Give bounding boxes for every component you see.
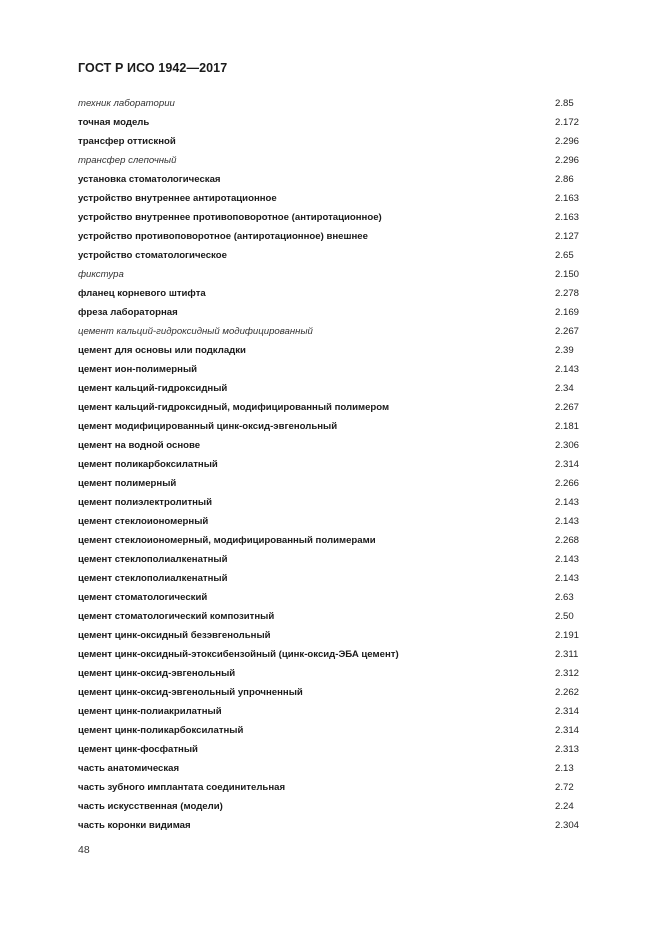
index-entry <box>78 550 583 569</box>
index-reference-number: 2.65 <box>555 250 574 261</box>
index-entry <box>78 512 583 531</box>
index-term: цемент стоматологический <box>78 592 208 603</box>
index-reference-number: 2.172 <box>555 117 580 128</box>
index-entry <box>78 398 583 417</box>
index-term: цемент для основы или подкладки <box>78 345 246 356</box>
index-term: цемент полимерный <box>78 478 177 489</box>
index-reference-number: 2.311 <box>555 649 579 660</box>
index-reference-number: 2.39 <box>555 345 574 356</box>
index-reference-number: 2.86 <box>555 174 574 185</box>
index-entry <box>78 341 583 360</box>
index-entry <box>78 189 583 208</box>
index-reference-number: 2.50 <box>555 611 574 622</box>
index-entry <box>78 588 583 607</box>
index-reference-number: 2.278 <box>555 288 580 299</box>
index-reference-number: 2.304 <box>555 820 580 831</box>
index-entry <box>78 284 583 303</box>
index-entry <box>78 303 583 322</box>
index-entry <box>78 94 583 113</box>
index-entry <box>78 797 583 816</box>
index-entry <box>78 151 583 170</box>
index-term: цемент цинк-фосфатный <box>78 744 198 755</box>
index-entry <box>78 379 583 398</box>
index-entry <box>78 740 583 759</box>
index-entry <box>78 569 583 588</box>
index-entry <box>78 493 583 512</box>
index-term: трансфер слепочный <box>78 155 177 166</box>
index-term: цемент цинк-поликарбоксилатный <box>78 725 244 736</box>
index-term: цемент цинк-оксид-эвгенольный упрочненный <box>78 687 303 698</box>
index-term: фикстура <box>78 269 124 280</box>
index-term: цемент на водной основе <box>78 440 201 451</box>
index-term: часть анатомическая <box>78 763 180 774</box>
index-term: часть коронки видимая <box>78 820 191 831</box>
index-term: цемент поликарбоксилатный <box>78 459 218 470</box>
index-term: цемент цинк-полиакрилатный <box>78 706 222 717</box>
index-entry <box>78 455 583 474</box>
index-term: часть искусственная (модели) <box>78 801 223 812</box>
index-entry <box>78 170 583 189</box>
index-term: цемент кальций-гидроксидный <box>78 383 228 394</box>
index-entry <box>78 626 583 645</box>
index-entry <box>78 246 583 265</box>
index-reference-number: 2.143 <box>555 554 580 565</box>
index-entry <box>78 474 583 493</box>
index-reference-number: 2.34 <box>555 383 574 394</box>
index-reference-number: 2.13 <box>555 763 574 774</box>
index-entry <box>78 132 583 151</box>
index-reference-number: 2.267 <box>555 326 580 337</box>
page-number: 48 <box>78 844 90 856</box>
index-term: цемент ион-полимерный <box>78 364 198 375</box>
index-entry <box>78 208 583 227</box>
index-term: фланец корневого штифта <box>78 288 206 299</box>
index-reference-number: 2.266 <box>555 478 580 489</box>
index-term: устройство внутреннее антиротационное <box>78 193 277 204</box>
index-term: цемент стеклополиалкенатный <box>78 573 228 584</box>
index-entry <box>78 436 583 455</box>
index-entry <box>78 664 583 683</box>
index-reference-number: 2.306 <box>555 440 580 451</box>
index-reference-number: 2.312 <box>555 668 580 679</box>
index-reference-number: 2.267 <box>555 402 580 413</box>
index-reference-number: 2.143 <box>555 364 580 375</box>
index-reference-number: 2.72 <box>555 782 574 793</box>
index-term: точная модель <box>78 117 150 128</box>
index-reference-number: 2.150 <box>555 269 580 280</box>
index-entry <box>78 721 583 740</box>
index-term: цемент полиэлектролитный <box>78 497 213 508</box>
index-term: трансфер оттискной <box>78 136 176 147</box>
index-entry <box>78 227 583 246</box>
index-entry <box>78 778 583 797</box>
index-reference-number: 2.163 <box>555 193 580 204</box>
index-term: цемент стеклополиалкенатный <box>78 554 228 565</box>
index-entry <box>78 531 583 550</box>
term-index-list <box>78 94 583 835</box>
index-reference-number: 2.169 <box>555 307 580 318</box>
index-reference-number: 2.296 <box>555 155 580 166</box>
index-term: устройство противоповоротное (антиротационное) внешнее <box>78 231 368 242</box>
index-reference-number: 2.314 <box>555 725 580 736</box>
index-entry <box>78 816 583 835</box>
index-entry <box>78 759 583 778</box>
index-reference-number: 2.262 <box>555 687 580 698</box>
index-term: цемент кальций-гидроксидный модифицированный <box>78 326 313 337</box>
index-reference-number: 2.143 <box>555 497 580 508</box>
index-entry <box>78 607 583 626</box>
index-term: цемент цинк-оксидный безэвгенольный <box>78 630 271 641</box>
index-entry <box>78 360 583 379</box>
index-term: устройство стоматологическое <box>78 250 227 261</box>
index-reference-number: 2.143 <box>555 573 580 584</box>
index-reference-number: 2.143 <box>555 516 580 527</box>
index-reference-number: 2.191 <box>555 630 580 641</box>
index-reference-number: 2.63 <box>555 592 574 603</box>
index-reference-number: 2.181 <box>555 421 580 432</box>
index-reference-number: 2.24 <box>555 801 574 812</box>
index-term: устройство внутреннее противоповоротное (антиротационное) <box>78 212 382 223</box>
index-entry <box>78 683 583 702</box>
index-term: цемент стеклоиономерный <box>78 516 209 527</box>
index-entry <box>78 702 583 721</box>
index-entry <box>78 417 583 436</box>
index-reference-number: 2.313 <box>555 744 580 755</box>
index-term: установка стоматологическая <box>78 174 221 185</box>
index-term: цемент кальций-гидроксидный, модифицированный полимером <box>78 402 390 413</box>
index-entry <box>78 645 583 664</box>
index-term: цемент цинк-оксидный-этоксибензойный (цинк-оксид-ЭБА цемент) <box>78 649 399 660</box>
index-term: часть зубного имплантата соединительная <box>78 782 286 793</box>
index-reference-number: 2.268 <box>555 535 580 546</box>
index-term: цемент цинк-оксид-эвгенольный <box>78 668 236 679</box>
index-reference-number: 2.296 <box>555 136 580 147</box>
index-entry <box>78 265 583 284</box>
document-header: ГОСТ Р ИСО 1942—2017 <box>78 61 228 75</box>
index-entry <box>78 113 583 132</box>
index-reference-number: 2.314 <box>555 706 580 717</box>
index-term: техник лаборатории <box>78 98 175 109</box>
index-reference-number: 2.85 <box>555 98 574 109</box>
index-reference-number: 2.314 <box>555 459 580 470</box>
index-term: фреза лабораторная <box>78 307 178 318</box>
index-term: цемент модифицированный цинк-оксид-эвгенольный <box>78 421 338 432</box>
index-entry <box>78 322 583 341</box>
index-reference-number: 2.127 <box>555 231 580 242</box>
index-reference-number: 2.163 <box>555 212 580 223</box>
index-term: цемент стоматологический композитный <box>78 611 275 622</box>
index-term: цемент стеклоиономерный, модифицированный полимерами <box>78 535 376 546</box>
